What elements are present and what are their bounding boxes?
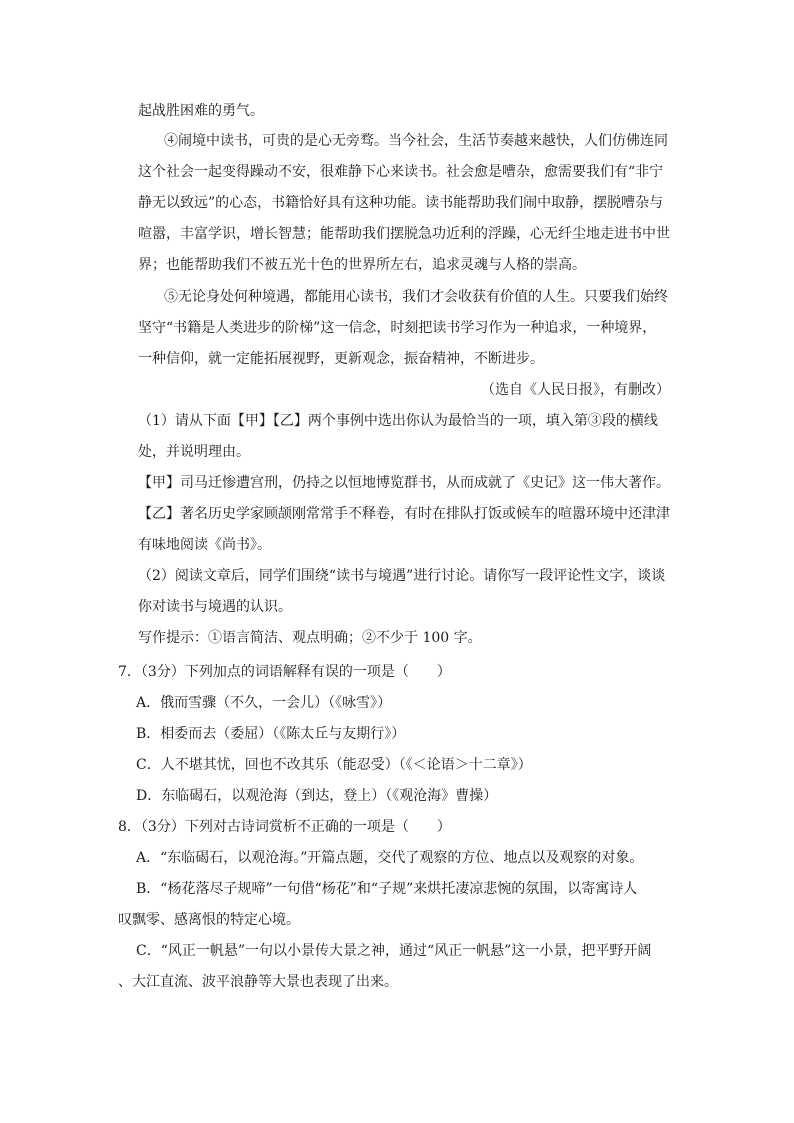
question-8-option-b: B．“杨花落尽子规啼”一句借“杨花”和“子规”来烘托凄凉悲惋的氛围，以寄寓诗人 xyxy=(136,881,638,897)
question-8-option-a: A．“东临碣石，以观沧海。”开篇点题，交代了观察的方位、地点以及观察的对象。 xyxy=(136,850,644,866)
question-6-part-2: （2）阅读文章后，同学们围绕“读书与境遇”进行讨论。请你写一段评论性文字，谈谈 xyxy=(138,568,666,584)
passage-source: （选自《人民日报》，有删改） xyxy=(481,382,670,398)
question-7-option-c: C．人不堪其忧，回也不改其乐（能忍受）（《＜论语＞十二章》） xyxy=(136,757,532,773)
passage-paragraph-4-line: ④闹境中读书，可贵的是心无旁骛。当今社会，生活节奏越来越快，人们仿佛连同 xyxy=(164,133,668,149)
question-7-option-b: B．相委而去（委屈）（《陈太丘与友期行》） xyxy=(136,726,406,742)
passage-paragraph-4-line: 静无以致远”的心态，书籍恰好具有这种功能。读书能帮助我们闹中取静，摆脱嘈杂与 xyxy=(138,195,664,211)
passage-paragraph-5-line: 坚守“书籍是人类进步的阶梯”这一信念，时刻把读书学习作为一种追求，一种境界， xyxy=(138,320,657,336)
question-6-part-2-cont: 你对读书与境遇的认识。 xyxy=(138,599,292,615)
question-7-option-a: A．俄而雪骤（不久，一会儿）（《咏雪》） xyxy=(136,695,392,711)
question-7-stem: 7．（3分）下列加点的词语解释有误的一项是（ ） xyxy=(118,664,451,680)
question-7-option-d: D．东临碣石，以观沧海（到达，登上）（《观沧海》曹操） xyxy=(136,788,498,804)
passage-paragraph-5-line: 一种信仰，就一定能拓展视野，更新观念，振奋精神，不断进步。 xyxy=(138,351,544,367)
writing-hint: 写作提示：①语言简洁、观点明确；②不少于 100 字。 xyxy=(138,630,482,646)
example-yi-cont: 有味地阅读《尚书》。 xyxy=(138,537,271,553)
passage-paragraph-4-line: 喧嚣，丰富学识，增长智慧；能帮助我们摆脱急功近利的浮躁，心无纤尘地走进书中世 xyxy=(138,226,670,242)
example-jia: 【甲】司马迁惨遭宫刑，仍持之以恒地博览群书，从而成就了《史记》这一伟大著作。 xyxy=(138,475,670,491)
passage-paragraph-3-end: 起战胜困难的勇气。 xyxy=(138,103,264,119)
passage-paragraph-5-line: ⑤无论身处何种境遇，都能用心读书，我们才会收获有价值的人生。只要我们始终 xyxy=(164,289,668,305)
question-8-option-c-cont: 、大江直流、波平浪静等大景也表现了出来。 xyxy=(118,974,398,990)
question-6-part-1: （1）请从下面【甲】【乙】两个事例中选出你认为最恰当的一项，填入第③段的横线 xyxy=(138,413,658,429)
question-6-part-1-cont: 处，并说明理由。 xyxy=(138,444,250,460)
question-8-option-b-cont: 叹飘零、感离恨的特定心境。 xyxy=(118,912,300,928)
example-yi: 【乙】著名历史学家顾颉刚常常手不释卷，有时在排队打饭或候车的喧嚣环境中还津津 xyxy=(138,506,670,522)
question-8-stem: 8．（3分）下列对古诗词赏析不正确的一项是（ ） xyxy=(118,819,451,835)
passage-paragraph-4-line: 界；也能帮助我们不被五光十色的世界所左右，追求灵魂与人格的崇高。 xyxy=(138,257,586,273)
question-8-option-c: C．“风正一帆悬”一句以小景传大景之神，通过“风正一帆悬”这一小景，把平野开阔 xyxy=(136,943,652,959)
passage-paragraph-4-line: 这个社会一起变得躁动不安，很难静下心来读书。社会愈是嘈杂，愈需要我们有“非宁 xyxy=(138,164,664,180)
